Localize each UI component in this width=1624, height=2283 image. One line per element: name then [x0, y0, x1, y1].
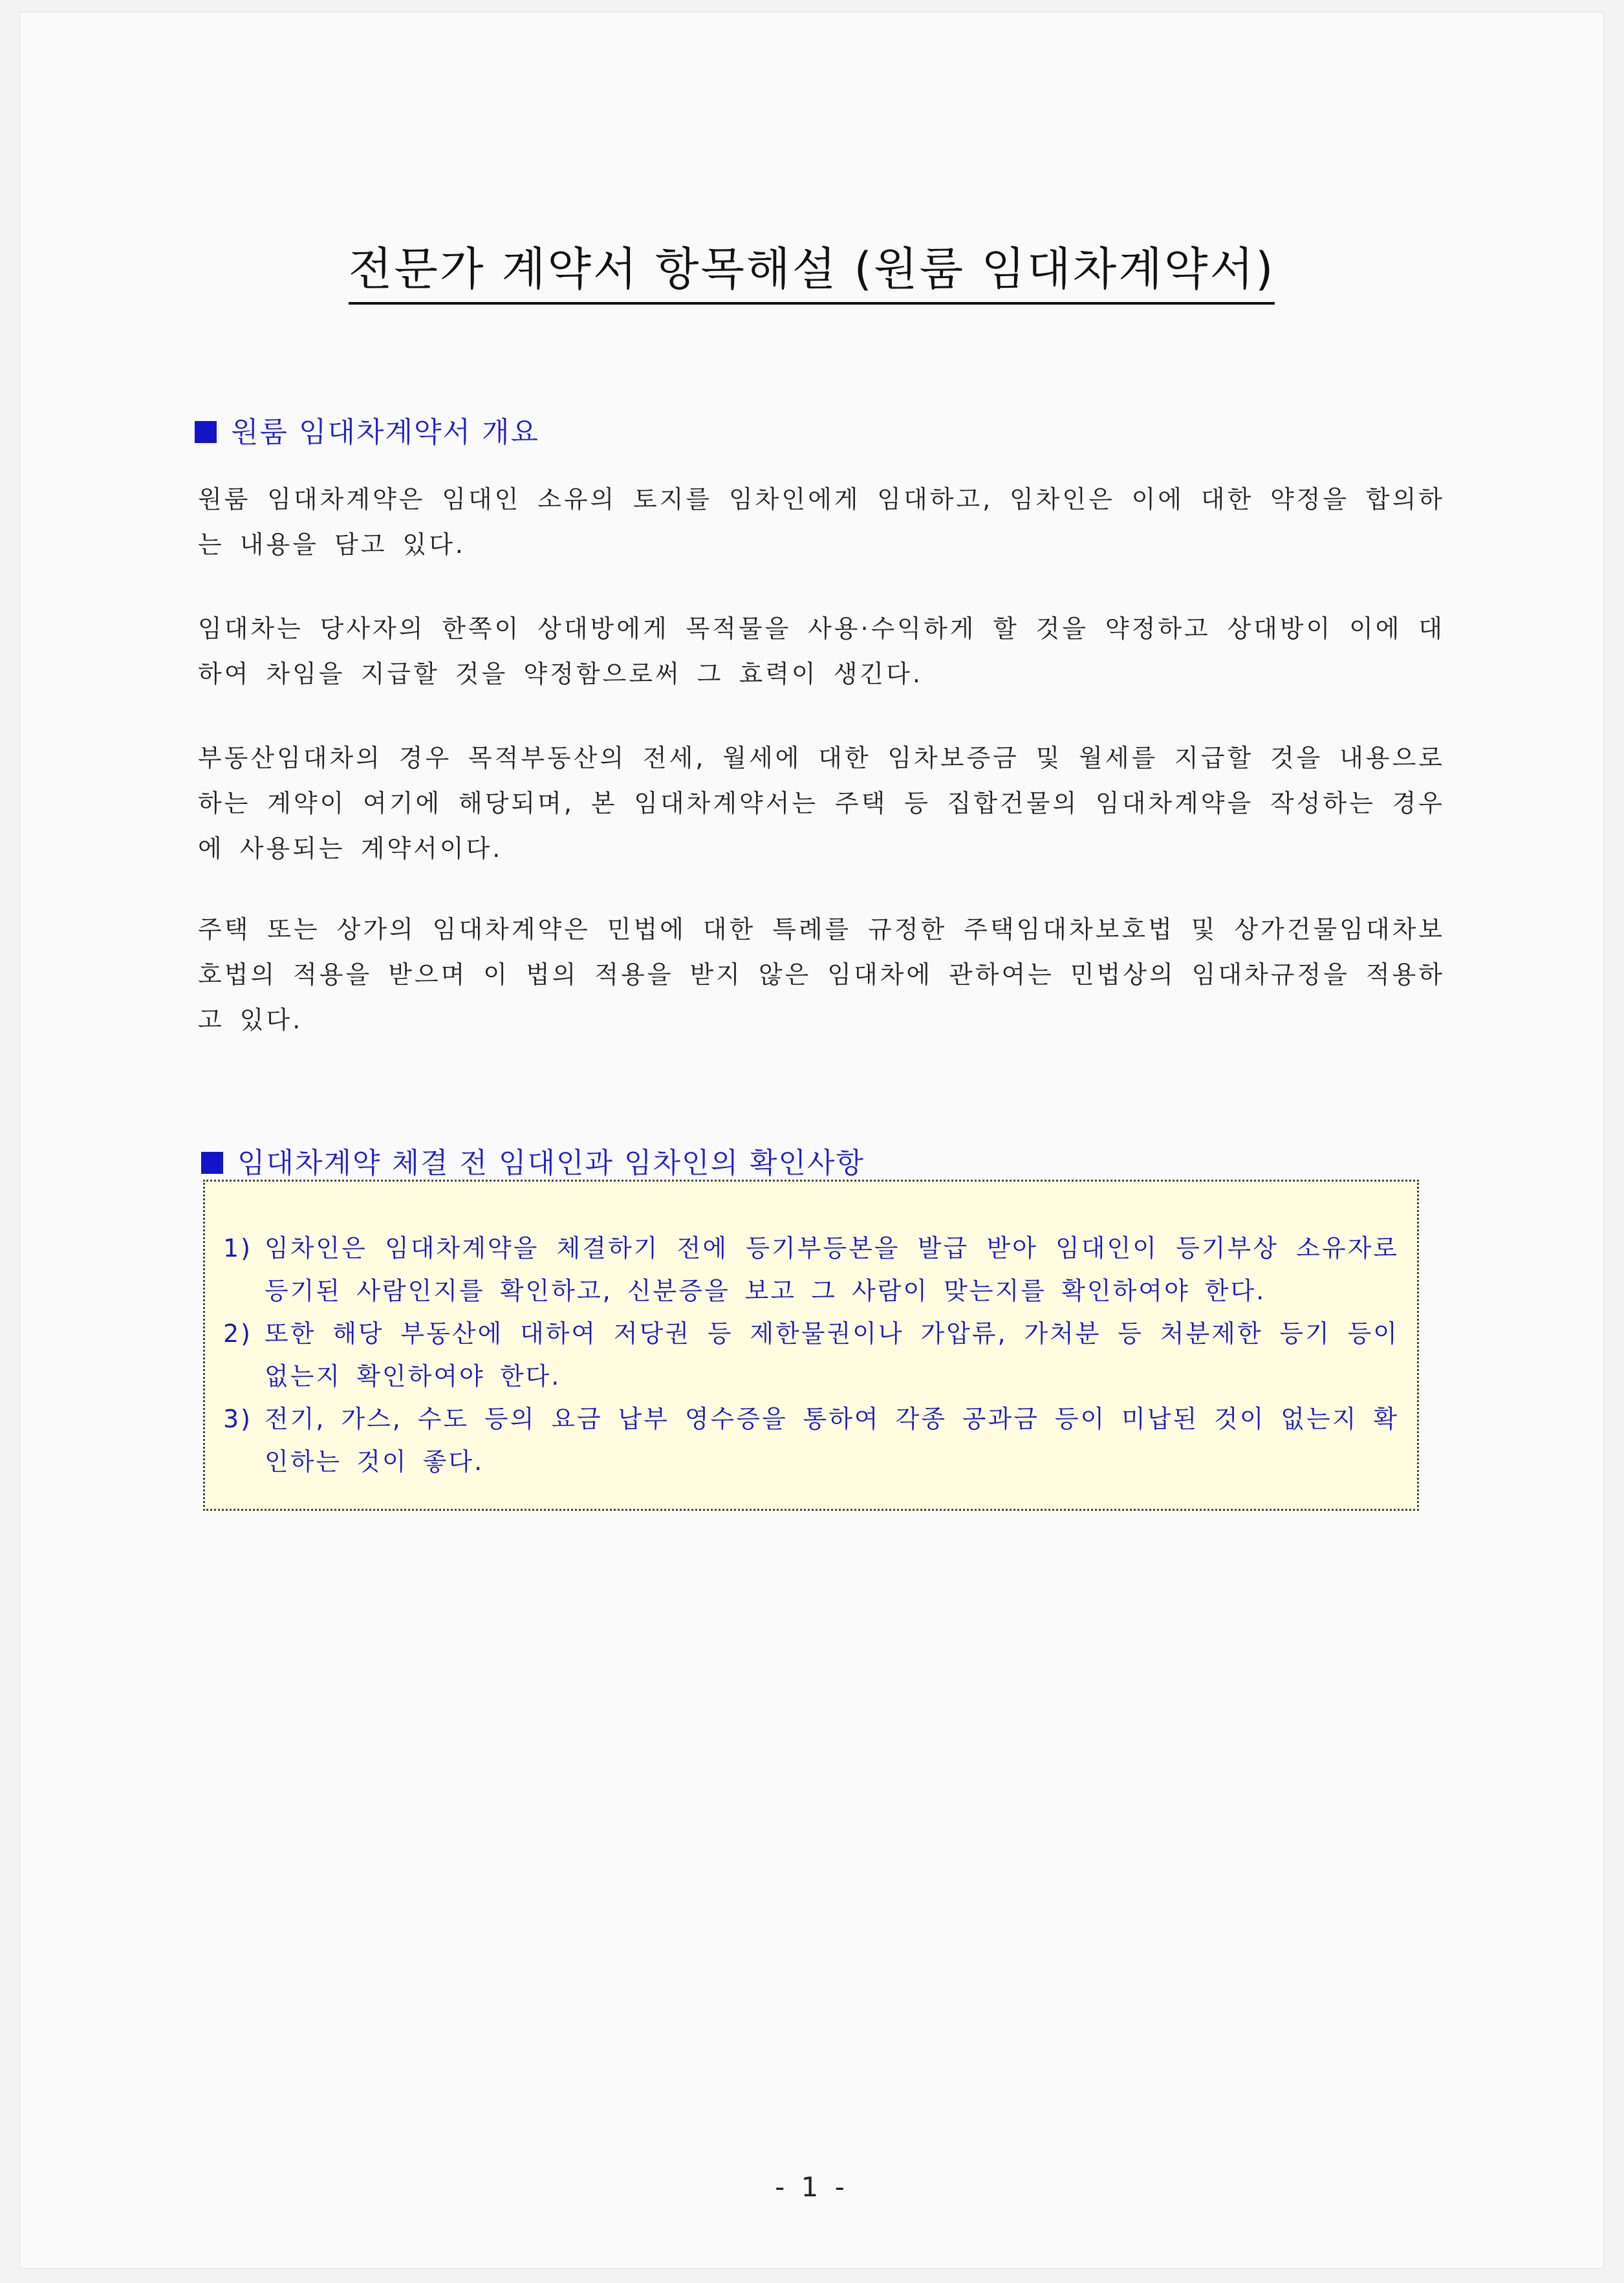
overview-paragraph-2: 임대차는 당사자의 한쪽이 상대방에게 목적물을 사용·수익하게 할 것을 약정하고 상대방이 이에 대하여 차임을 지급할 것을 약정함으로써 그 효력이 생긴다. [198, 614, 1445, 688]
check-item-text: 전기, 가스, 수도 등의 요금 납부 영수증을 통하여 각종 공과금 등이 미납된 것이 없는지 확인하는 것이 좋다. [265, 1405, 1399, 1476]
check-item [223, 1398, 1399, 1483]
overview-paragraph-4: 주택 또는 상가의 임대차계약은 민법에 대한 특례를 규정한 주택임대차보호법 및 상가건물임대차보호법의 적용을 받으며 이 법의 적용을 받지 않은 임대차에 관하여는 민법상의 임대차규정을 적용하고 있다. [198, 915, 1445, 1034]
overview-paragraph-3: 부동산임대차의 경우 목적부동산의 전세, 월세에 대한 임차보증금 및 월세를 지급할 것을 내용으로 하는 계약이 여기에 해당되며, 본 임대차계약서는 주택 등 집합건물의 임대차계약을 작성하는 경우에 사용되는 계약서이다. [198, 744, 1445, 863]
check-item [223, 1312, 1399, 1398]
document-page [19, 12, 1604, 2269]
document-title-text: 전문가 계약서 항목해설 (원룸 임대차계약서) [349, 243, 1275, 305]
check-items-panel [203, 1180, 1419, 1511]
page-number: - 1 - [775, 2171, 849, 2203]
check-item [223, 1227, 1399, 1312]
check-item-text: 임차인은 임대차계약을 체결하기 전에 등기부등본을 발급 받아 임대인이 등기부상 소유자로 등기된 사람인지를 확인하고, 신분증을 보고 그 사람이 맞는지를 확인하여야 한다. [265, 1234, 1399, 1305]
check-item-number: 3) [223, 1405, 253, 1433]
overview-paragraph-1: 원룸 임대차계약은 임대인 소유의 토지를 임차인에게 임대하고, 임차인은 이에 대한 약정을 합의하는 내용을 담고 있다. [198, 485, 1445, 559]
section-heading-overview-text: 원룸 임대차계약서 개요 [231, 416, 540, 449]
section-heading-check-text: 임대차계약 체결 전 임대인과 임차인의 확인사항 [237, 1147, 865, 1180]
check-item-number: 2) [223, 1319, 253, 1348]
document-title [20, 243, 1603, 296]
check-item-text: 또한 해당 부동산에 대하여 저당권 등 제한물권이나 가압류, 가처분 등 처분제한 등기 등이 없는지 확인하여야 한다. [265, 1319, 1399, 1390]
section-heading-check [201, 1149, 865, 1178]
square-bullet-icon [201, 1152, 223, 1174]
section-heading-overview [195, 418, 539, 447]
check-items-list [223, 1227, 1399, 1483]
check-item-number: 1) [223, 1234, 253, 1262]
square-bullet-icon [195, 421, 217, 443]
